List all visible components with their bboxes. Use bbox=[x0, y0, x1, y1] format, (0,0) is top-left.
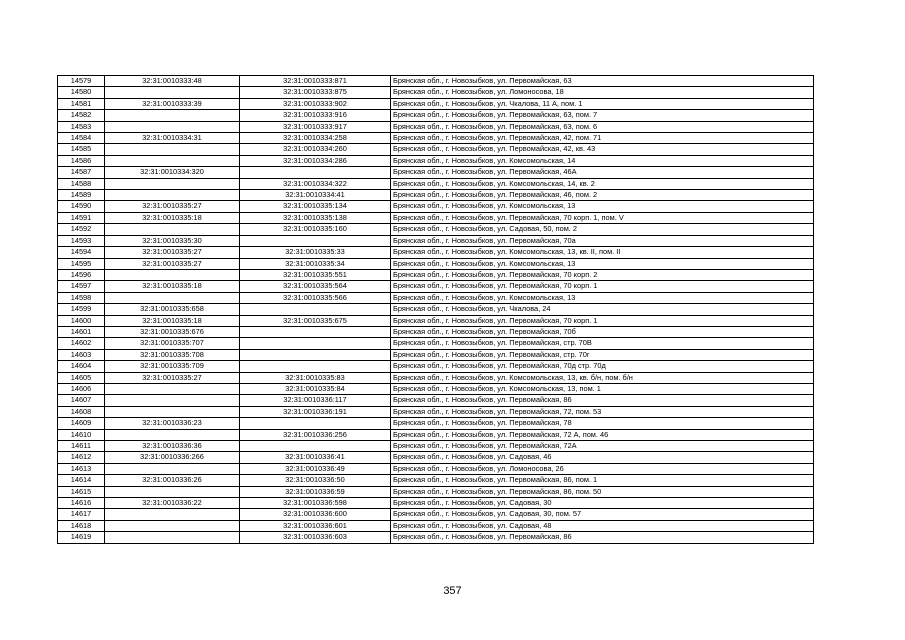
table-row bbox=[58, 76, 814, 87]
parcel-number-cell: 32:31:0010335:27 bbox=[105, 247, 240, 258]
row-number-cell: 14607 bbox=[58, 395, 105, 406]
object-number-cell: 32:31:0010335:83 bbox=[240, 372, 391, 383]
object-number-cell: 32:31:0010333:902 bbox=[240, 98, 391, 109]
row-number-cell: 14603 bbox=[58, 349, 105, 360]
object-number-cell: 32:31:0010333:917 bbox=[240, 121, 391, 132]
parcel-number-cell: 32:31:0010336:23 bbox=[105, 418, 240, 429]
object-number-cell: 32:31:0010336:603 bbox=[240, 532, 391, 543]
object-number-cell: 32:31:0010334:286 bbox=[240, 155, 391, 166]
table-row bbox=[58, 201, 814, 212]
object-number-cell: 32:31:0010336:601 bbox=[240, 520, 391, 531]
row-number-cell: 14591 bbox=[58, 212, 105, 223]
table-row bbox=[58, 338, 814, 349]
object-number-cell bbox=[240, 304, 391, 315]
parcel-number-cell: 32:31:0010333:48 bbox=[105, 76, 240, 87]
object-number-cell: 32:31:0010335:551 bbox=[240, 269, 391, 280]
table-row bbox=[58, 532, 814, 543]
address-cell: Брянская обл., г. Новозыбков, ул. Первомайская, 86, пом. 1 bbox=[391, 475, 814, 486]
parcel-number-cell bbox=[105, 406, 240, 417]
row-number-cell: 14598 bbox=[58, 292, 105, 303]
row-number-cell: 14617 bbox=[58, 509, 105, 520]
row-number-cell: 14600 bbox=[58, 315, 105, 326]
table-row bbox=[58, 178, 814, 189]
address-cell: Брянская обл., г. Новозыбков, ул. Ломоносова, 26 bbox=[391, 463, 814, 474]
object-number-cell: 32:31:0010334:260 bbox=[240, 144, 391, 155]
table-row bbox=[58, 361, 814, 372]
object-number-cell: 32:31:0010336:600 bbox=[240, 509, 391, 520]
table-row bbox=[58, 418, 814, 429]
parcel-number-cell bbox=[105, 144, 240, 155]
table-row bbox=[58, 349, 814, 360]
row-number-cell: 14604 bbox=[58, 361, 105, 372]
address-cell: Брянская обл., г. Новозыбков, ул. Первомайская, 70 корп. 1 bbox=[391, 315, 814, 326]
address-cell: Брянская обл., г. Новозыбков, ул. Чкалова, 11 А, пом. 1 bbox=[391, 98, 814, 109]
parcel-number-cell: 32:31:0010335:18 bbox=[105, 315, 240, 326]
parcel-number-cell: 32:31:0010334:31 bbox=[105, 133, 240, 144]
table-row bbox=[58, 98, 814, 109]
row-number-cell: 14595 bbox=[58, 258, 105, 269]
object-number-cell: 32:31:0010335:33 bbox=[240, 247, 391, 258]
row-number-cell: 14597 bbox=[58, 281, 105, 292]
address-cell: Брянская обл., г. Новозыбков, ул. Первомайская, 42, пом. 71 bbox=[391, 133, 814, 144]
row-number-cell: 14586 bbox=[58, 155, 105, 166]
address-cell: Брянская обл., г. Новозыбков, ул. Первомайская, 63 bbox=[391, 76, 814, 87]
parcel-number-cell: 32:31:0010335:27 bbox=[105, 258, 240, 269]
parcel-number-cell bbox=[105, 383, 240, 394]
row-number-cell: 14593 bbox=[58, 235, 105, 246]
parcel-number-cell: 32:31:0010335:18 bbox=[105, 281, 240, 292]
address-cell: Брянская обл., г. Новозыбков, ул. Комсомольская, 14, кв. 2 bbox=[391, 178, 814, 189]
address-cell: Брянская обл., г. Новозыбков, ул. Первомайская, 86 bbox=[391, 532, 814, 543]
address-cell: Брянская обл., г. Новозыбков, ул. Первомайская, стр. 70В bbox=[391, 338, 814, 349]
parcel-number-cell bbox=[105, 520, 240, 531]
address-cell: Брянская обл., г. Новозыбков, ул. Комсомольская, 13 bbox=[391, 201, 814, 212]
parcel-number-cell bbox=[105, 121, 240, 132]
parcel-number-cell: 32:31:0010335:676 bbox=[105, 326, 240, 337]
row-number-cell: 14594 bbox=[58, 247, 105, 258]
property-table-body bbox=[58, 76, 814, 544]
page-number: 357 bbox=[443, 585, 462, 597]
address-cell: Брянская обл., г. Новозыбков, ул. Первомайская, 46, пом. 2 bbox=[391, 190, 814, 201]
table-row bbox=[58, 486, 814, 497]
object-number-cell: 32:31:0010336:117 bbox=[240, 395, 391, 406]
object-number-cell bbox=[240, 349, 391, 360]
parcel-number-cell: 32:31:0010336:36 bbox=[105, 441, 240, 452]
parcel-number-cell bbox=[105, 87, 240, 98]
parcel-number-cell bbox=[105, 292, 240, 303]
table-row bbox=[58, 167, 814, 178]
parcel-number-cell bbox=[105, 429, 240, 440]
table-row bbox=[58, 406, 814, 417]
address-cell: Брянская обл., г. Новозыбков, ул. Комсомольская, 13 bbox=[391, 292, 814, 303]
parcel-number-cell bbox=[105, 269, 240, 280]
parcel-number-cell: 32:31:0010335:708 bbox=[105, 349, 240, 360]
table-row bbox=[58, 281, 814, 292]
address-cell: Брянская обл., г. Новозыбков, ул. Первомайская, 72 А, пом. 46 bbox=[391, 429, 814, 440]
address-cell: Брянская обл., г. Новозыбков, ул. Садовая, 46 bbox=[391, 452, 814, 463]
address-cell: Брянская обл., г. Новозыбков, ул. Первомайская, 70 корп. 1 bbox=[391, 281, 814, 292]
address-cell: Брянская обл., г. Новозыбков, ул. Первомайская, 86 bbox=[391, 395, 814, 406]
address-cell: Брянская обл., г. Новозыбков, ул. Первомайская, 78 bbox=[391, 418, 814, 429]
object-number-cell: 32:31:0010335:564 bbox=[240, 281, 391, 292]
row-number-cell: 14590 bbox=[58, 201, 105, 212]
object-number-cell: 32:31:0010336:41 bbox=[240, 452, 391, 463]
row-number-cell: 14610 bbox=[58, 429, 105, 440]
table-row bbox=[58, 498, 814, 509]
object-number-cell: 32:31:0010336:256 bbox=[240, 429, 391, 440]
row-number-cell: 14606 bbox=[58, 383, 105, 394]
table-row bbox=[58, 87, 814, 98]
row-number-cell: 14588 bbox=[58, 178, 105, 189]
table-row bbox=[58, 224, 814, 235]
row-number-cell: 14609 bbox=[58, 418, 105, 429]
table-row bbox=[58, 475, 814, 486]
parcel-number-cell: 32:31:0010335:709 bbox=[105, 361, 240, 372]
address-cell: Брянская обл., г. Новозыбков, ул. Первомайская, 70 корп. 2 bbox=[391, 269, 814, 280]
parcel-number-cell bbox=[105, 532, 240, 543]
object-number-cell: 32:31:0010335:34 bbox=[240, 258, 391, 269]
table-row bbox=[58, 326, 814, 337]
object-number-cell: 32:31:0010333:875 bbox=[240, 87, 391, 98]
row-number-cell: 14583 bbox=[58, 121, 105, 132]
address-cell: Брянская обл., г. Новозыбков, ул. Первомайская, 63, пом. 6 bbox=[391, 121, 814, 132]
row-number-cell: 14596 bbox=[58, 269, 105, 280]
parcel-number-cell bbox=[105, 486, 240, 497]
row-number-cell: 14584 bbox=[58, 133, 105, 144]
address-cell: Брянская обл., г. Новозыбков, ул. Первомайская, 70д стр. 70д bbox=[391, 361, 814, 372]
address-cell: Брянская обл., г. Новозыбков, ул. Первомайская, 70а bbox=[391, 235, 814, 246]
object-number-cell: 32:31:0010335:84 bbox=[240, 383, 391, 394]
parcel-number-cell: 32:31:0010335:30 bbox=[105, 235, 240, 246]
parcel-number-cell: 32:31:0010336:266 bbox=[105, 452, 240, 463]
object-number-cell bbox=[240, 338, 391, 349]
object-number-cell bbox=[240, 418, 391, 429]
parcel-number-cell bbox=[105, 155, 240, 166]
object-number-cell: 32:31:0010336:59 bbox=[240, 486, 391, 497]
parcel-number-cell bbox=[105, 110, 240, 121]
parcel-number-cell: 32:31:0010334:320 bbox=[105, 167, 240, 178]
table-row bbox=[58, 452, 814, 463]
object-number-cell: 32:31:0010334:258 bbox=[240, 133, 391, 144]
table-row bbox=[58, 304, 814, 315]
table-row bbox=[58, 235, 814, 246]
object-number-cell: 32:31:0010334:41 bbox=[240, 190, 391, 201]
parcel-number-cell: 32:31:0010333:39 bbox=[105, 98, 240, 109]
parcel-number-cell bbox=[105, 395, 240, 406]
address-cell: Брянская обл., г. Новозыбков, ул. Первомайская, 63, пом. 7 bbox=[391, 110, 814, 121]
row-number-cell: 14615 bbox=[58, 486, 105, 497]
parcel-number-cell: 32:31:0010336:22 bbox=[105, 498, 240, 509]
row-number-cell: 14605 bbox=[58, 372, 105, 383]
table-row bbox=[58, 121, 814, 132]
address-cell: Брянская обл., г. Новозыбков, ул. Садовая, 50, пом. 2 bbox=[391, 224, 814, 235]
object-number-cell: 32:31:0010336:598 bbox=[240, 498, 391, 509]
address-cell: Брянская обл., г. Новозыбков, ул. Первомайская, 46А bbox=[391, 167, 814, 178]
row-number-cell: 14599 bbox=[58, 304, 105, 315]
object-number-cell: 32:31:0010335:675 bbox=[240, 315, 391, 326]
address-cell: Брянская обл., г. Новозыбков, ул. Первомайская, 42, кв. 43 bbox=[391, 144, 814, 155]
row-number-cell: 14585 bbox=[58, 144, 105, 155]
table-row bbox=[58, 395, 814, 406]
address-cell: Брянская обл., г. Новозыбков, ул. Комсомольская, 13, кв. II, пом. II bbox=[391, 247, 814, 258]
table-row bbox=[58, 383, 814, 394]
table-row bbox=[58, 429, 814, 440]
row-number-cell: 14613 bbox=[58, 463, 105, 474]
object-number-cell: 32:31:0010336:50 bbox=[240, 475, 391, 486]
parcel-number-cell: 32:31:0010335:27 bbox=[105, 201, 240, 212]
parcel-number-cell: 32:31:0010335:27 bbox=[105, 372, 240, 383]
address-cell: Брянская обл., г. Новозыбков, ул. Комсомольская, 14 bbox=[391, 155, 814, 166]
object-number-cell: 32:31:0010336:49 bbox=[240, 463, 391, 474]
row-number-cell: 14580 bbox=[58, 87, 105, 98]
table-row bbox=[58, 133, 814, 144]
table-row bbox=[58, 155, 814, 166]
table-row bbox=[58, 463, 814, 474]
parcel-number-cell bbox=[105, 224, 240, 235]
row-number-cell: 14587 bbox=[58, 167, 105, 178]
parcel-number-cell: 32:31:0010335:18 bbox=[105, 212, 240, 223]
object-number-cell: 32:31:0010335:160 bbox=[240, 224, 391, 235]
object-number-cell: 32:31:0010335:138 bbox=[240, 212, 391, 223]
row-number-cell: 14614 bbox=[58, 475, 105, 486]
object-number-cell: 32:31:0010333:916 bbox=[240, 110, 391, 121]
table-row bbox=[58, 509, 814, 520]
property-table bbox=[57, 75, 814, 544]
address-cell: Брянская обл., г. Новозыбков, ул. Комсомольская, 13, пом. 1 bbox=[391, 383, 814, 394]
object-number-cell bbox=[240, 361, 391, 372]
row-number-cell: 14611 bbox=[58, 441, 105, 452]
table-row bbox=[58, 258, 814, 269]
row-number-cell: 14608 bbox=[58, 406, 105, 417]
table-row bbox=[58, 212, 814, 223]
table-row bbox=[58, 441, 814, 452]
object-number-cell: 32:31:0010335:566 bbox=[240, 292, 391, 303]
row-number-cell: 14582 bbox=[58, 110, 105, 121]
row-number-cell: 14579 bbox=[58, 76, 105, 87]
address-cell: Брянская обл., г. Новозыбков, ул. Первомайская, 72А bbox=[391, 441, 814, 452]
address-cell: Брянская обл., г. Новозыбков, ул. Садовая, 48 bbox=[391, 520, 814, 531]
parcel-number-cell bbox=[105, 463, 240, 474]
address-cell: Брянская обл., г. Новозыбков, ул. Ломоносова, 18 bbox=[391, 87, 814, 98]
row-number-cell: 14601 bbox=[58, 326, 105, 337]
address-cell: Брянская обл., г. Новозыбков, ул. Садовая, 30, пом. 57 bbox=[391, 509, 814, 520]
table-row bbox=[58, 269, 814, 280]
table-row bbox=[58, 292, 814, 303]
table-row bbox=[58, 520, 814, 531]
address-cell: Брянская обл., г. Новозыбков, ул. Первомайская, 72, пом. 53 bbox=[391, 406, 814, 417]
table-row bbox=[58, 110, 814, 121]
row-number-cell: 14612 bbox=[58, 452, 105, 463]
address-cell: Брянская обл., г. Новозыбков, ул. Первомайская, 86, пом. 50 bbox=[391, 486, 814, 497]
address-cell: Брянская обл., г. Новозыбков, ул. Первомайская, 70 корп. 1, пом. V bbox=[391, 212, 814, 223]
parcel-number-cell bbox=[105, 190, 240, 201]
object-number-cell: 32:31:0010333:871 bbox=[240, 76, 391, 87]
row-number-cell: 14616 bbox=[58, 498, 105, 509]
row-number-cell: 14619 bbox=[58, 532, 105, 543]
parcel-number-cell: 32:31:0010335:707 bbox=[105, 338, 240, 349]
object-number-cell: 32:31:0010335:134 bbox=[240, 201, 391, 212]
table-row bbox=[58, 315, 814, 326]
address-cell: Брянская обл., г. Новозыбков, ул. Садовая, 30 bbox=[391, 498, 814, 509]
table-row bbox=[58, 247, 814, 258]
table-row bbox=[58, 190, 814, 201]
address-cell: Брянская обл., г. Новозыбков, ул. Чкалова, 24 bbox=[391, 304, 814, 315]
address-cell: Брянская обл., г. Новозыбков, ул. Первомайская, 70б bbox=[391, 326, 814, 337]
row-number-cell: 14592 bbox=[58, 224, 105, 235]
row-number-cell: 14581 bbox=[58, 98, 105, 109]
object-number-cell: 32:31:0010334:322 bbox=[240, 178, 391, 189]
row-number-cell: 14618 bbox=[58, 520, 105, 531]
address-cell: Брянская обл., г. Новозыбков, ул. Комсомольская, 13, кв. б/н, пом. б/н bbox=[391, 372, 814, 383]
parcel-number-cell bbox=[105, 178, 240, 189]
object-number-cell bbox=[240, 235, 391, 246]
parcel-number-cell bbox=[105, 509, 240, 520]
table-row bbox=[58, 372, 814, 383]
parcel-number-cell: 32:31:0010335:658 bbox=[105, 304, 240, 315]
object-number-cell bbox=[240, 326, 391, 337]
parcel-number-cell: 32:31:0010336:26 bbox=[105, 475, 240, 486]
row-number-cell: 14602 bbox=[58, 338, 105, 349]
object-number-cell bbox=[240, 441, 391, 452]
address-cell: Брянская обл., г. Новозыбков, ул. Комсомольская, 13 bbox=[391, 258, 814, 269]
address-cell: Брянская обл., г. Новозыбков, ул. Первомайская, стр. 70г bbox=[391, 349, 814, 360]
object-number-cell: 32:31:0010336:191 bbox=[240, 406, 391, 417]
table-row bbox=[58, 144, 814, 155]
object-number-cell bbox=[240, 167, 391, 178]
row-number-cell: 14589 bbox=[58, 190, 105, 201]
